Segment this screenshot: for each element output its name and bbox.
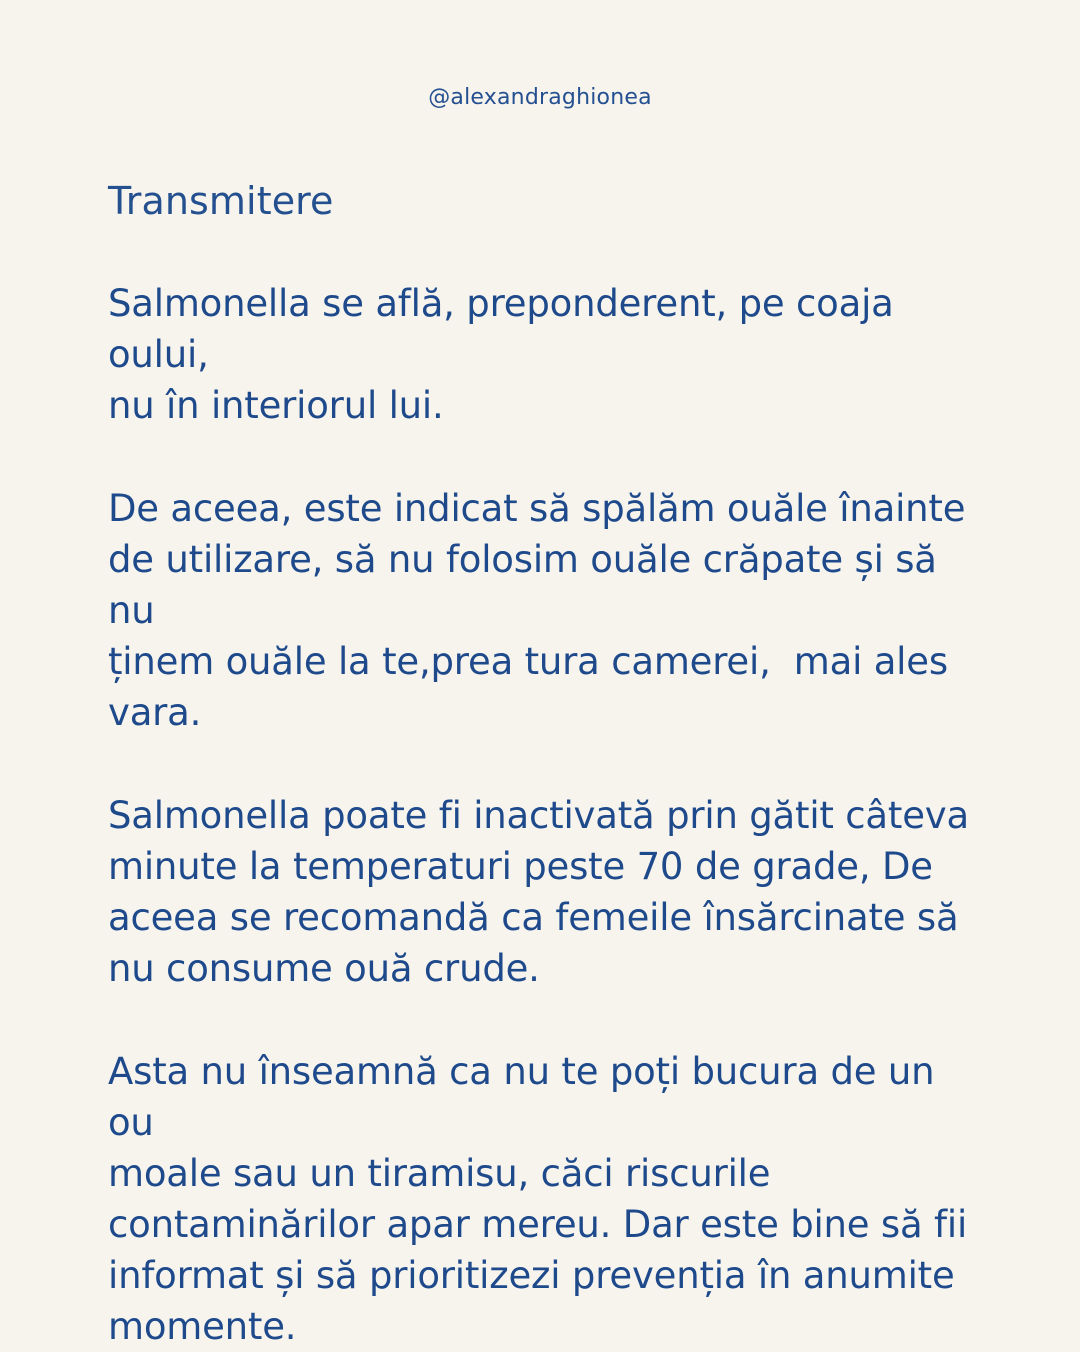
paragraph-3: Salmonella poate fi inactivată prin gătit câteva minute la temperaturi peste 70 de grade, De aceea se recomandă ca femeile însărcinate să nu consume ouă crude. bbox=[108, 794, 969, 990]
section-heading: Transmitere bbox=[108, 179, 334, 223]
paragraph-2: De aceea, este indicat să spălăm ouăle înainte de utilizare, să nu folosim ouăle crăpate și să nu ținem ouăle la te,prea tura camerei, mai ales vara. bbox=[108, 487, 966, 734]
author-handle: @alexandraghionea bbox=[428, 85, 652, 110]
article-content bbox=[108, 176, 978, 1352]
paragraph-4: Asta nu înseamnă ca nu te poți bucura de un ou moale sau un tiramisu, căci riscurile contaminărilor apar mereu. Dar este bine să fii informat și să prioritizezi prevenția în anumite momente. bbox=[108, 1050, 968, 1348]
paragraph-1: Salmonella se află, preponderent, pe coaja oului, nu în interiorul lui. bbox=[108, 282, 894, 427]
